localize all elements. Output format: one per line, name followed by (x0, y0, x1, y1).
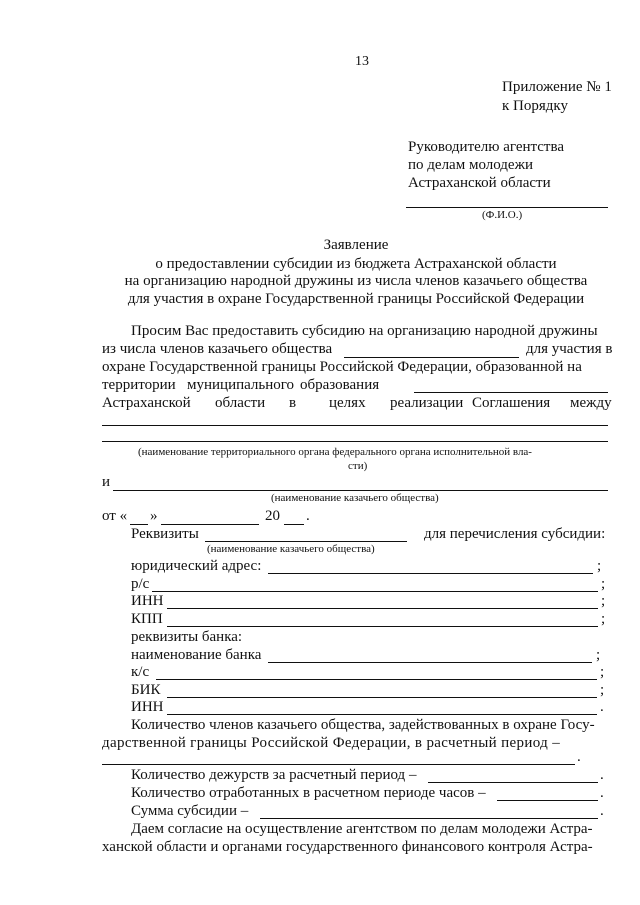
requisites-tail: для перечисления субсидии: (424, 526, 606, 542)
requisites-label: Реквизиты (131, 526, 199, 542)
territorial-organ-field-1[interactable] (102, 425, 608, 426)
bank-name-end: ; (596, 647, 601, 663)
p1-line-5-word-1: Астраханской (102, 395, 191, 411)
fio-field[interactable] (406, 207, 608, 208)
date-close-quote: » (150, 508, 158, 524)
requisites-society-field[interactable] (205, 541, 407, 542)
account-label: р/с (131, 576, 150, 592)
p1-line-2a: из числа членов казачьего общества (102, 341, 333, 357)
consent-line-2: ханской области и органами государственного финансового контроля Астра- (102, 839, 593, 855)
count-line-2: дарственной границы Российской Федерации, в расчетный период – (102, 735, 561, 751)
bank-inn-end: . (600, 699, 604, 715)
kpp-field[interactable] (167, 626, 598, 627)
page-number: 13 (355, 54, 369, 69)
heading-line-3: для участия в охране Государственной границы Российской Федерации (127, 291, 585, 307)
p1-line-3: охране Государственной границы Российской Федерации, образованной на (102, 359, 582, 375)
kpp-end: ; (601, 611, 606, 627)
bank-name-field[interactable] (268, 662, 592, 663)
count-line-1: Количество членов казачьего общества, задействованных в охране Госу- (131, 717, 595, 733)
bank-inn-label: ИНН (131, 699, 164, 715)
cossack-caption: (наименование казачьего общества) (271, 492, 439, 504)
corr-account-field[interactable] (156, 679, 597, 680)
appendix-line-1: Приложение № 1 (502, 79, 612, 95)
p1-line-4-word-3: образования (300, 377, 380, 393)
bik-end: ; (600, 682, 605, 698)
sum-field[interactable] (260, 818, 598, 819)
inn-label: ИНН (131, 593, 164, 609)
corr-account-end: ; (600, 664, 605, 680)
sum-label: Сумма субсидии – (131, 803, 249, 819)
inn-field[interactable] (167, 608, 598, 609)
document-title: Заявление (323, 237, 389, 253)
corr-account-label: к/с (131, 664, 150, 680)
duty-end: . (600, 767, 604, 783)
duty-label: Количество дежурств за расчетный период – (131, 767, 417, 783)
bank-name-label: наименование банка (131, 647, 262, 663)
bank-inn-field[interactable] (167, 714, 597, 715)
hours-end: . (600, 785, 604, 801)
account-end: ; (601, 576, 606, 592)
legal-address-field[interactable] (268, 573, 593, 574)
hours-field[interactable] (497, 800, 598, 801)
p1-line-2b: для участия в (526, 341, 613, 357)
p1-line-5-word-4: целях (329, 395, 366, 411)
count-field[interactable] (102, 764, 575, 765)
heading-line-1: о предоставлении субсидии из бюджета Астраханской области (155, 256, 557, 272)
fio-caption: (Ф.И.О.) (482, 209, 523, 221)
requisites-caption: (наименование казачьего общества) (207, 543, 375, 555)
kpp-label: КПП (131, 611, 163, 627)
and-word: и (102, 474, 111, 490)
legal-address-label: юридический адрес: (131, 558, 262, 574)
heading-line-2: на организацию народной дружины из числа членов казачьего общества (124, 273, 588, 289)
sum-end: . (600, 803, 604, 819)
date-year-prefix: 20 (265, 508, 280, 524)
date-month-field[interactable] (161, 524, 259, 525)
addressee-line-2: по делам молодежи (408, 157, 533, 173)
date-day-field[interactable] (130, 524, 148, 525)
p1-line-4-word-2: муниципального (187, 377, 295, 393)
count-end: . (577, 749, 581, 765)
addressee-line-1: Руководителю агентства (408, 139, 565, 155)
territorial-organ-field-2[interactable] (102, 441, 608, 442)
duty-field[interactable] (428, 782, 598, 783)
p1-line-5-word-3: в (289, 395, 297, 411)
municipality-field[interactable] (414, 392, 608, 393)
p1-line-5-word-7: между (570, 395, 612, 411)
cossack-society-name-field[interactable] (113, 490, 608, 491)
p1-line-1: Просим Вас предоставить субсидию на организацию народной дружины (131, 323, 598, 339)
date-end: . (306, 508, 310, 524)
p1-line-5-word-5: реализации (390, 395, 464, 411)
p1-line-4-word-1: территории (102, 377, 176, 393)
bik-label: БИК (131, 682, 161, 698)
territorial-organ-caption-1: (наименование территориального органа федерального органа исполнительной вла- (138, 446, 532, 458)
bank-heading: реквизиты банка: (131, 629, 243, 645)
date-year-field[interactable] (284, 524, 304, 525)
addressee-line-3: Астраханской области (408, 175, 551, 191)
date-from: от « (102, 508, 128, 524)
cossack-society-field[interactable] (344, 357, 519, 358)
hours-label: Количество отработанных в расчетном периоде часов – (131, 785, 486, 801)
bik-field[interactable] (167, 697, 597, 698)
inn-end: ; (601, 593, 606, 609)
legal-address-end: ; (597, 558, 602, 574)
account-field[interactable] (152, 591, 598, 592)
p1-line-5-word-6: Соглашения (472, 395, 551, 411)
consent-line-1: Даем согласие на осуществление агентством по делам молодежи Астра- (131, 821, 593, 837)
appendix-line-2: к Порядку (502, 98, 568, 114)
p1-line-5-word-2: области (215, 395, 266, 411)
territorial-organ-caption-2: сти) (348, 460, 368, 472)
